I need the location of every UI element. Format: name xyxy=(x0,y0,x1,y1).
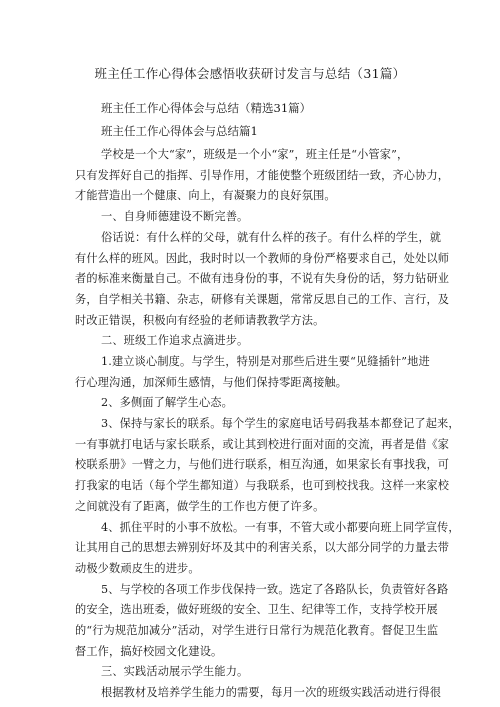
body-line: 校联系册》一臂之力，与他们进行联系，相互沟通，如果家长有事找我，可 xyxy=(75,458,450,472)
body-line: 的“行为规范加减分”活动，对学生进行日常行为规范化教育。督促卫生监 xyxy=(75,623,439,637)
body-line: 让其用自己的思想去辨别好坏及其中的利害关系，以大部分同学的力量去带 xyxy=(75,541,450,555)
body-line: 俗话说：有什么样的父母，就有什么样的孩子。有什么样的学生，就 xyxy=(101,230,442,244)
body-line: 务，自学相关书籍、杂志，研修有关课题，常常反思自己的工作、言行，及 xyxy=(75,292,450,306)
document-subtitle: 班主任工作心得体会与总结（精选31篇） xyxy=(101,101,312,115)
body-line: 之间就没有了距离，做学生的工作也方便了许多。 xyxy=(75,499,325,513)
section-heading: 二、班级工作追求点滴进步。 xyxy=(101,334,249,348)
body-line: 学校是一个大“家”，班级是一个小“家”，班主任是“小管家”， xyxy=(101,148,409,161)
body-line: 动极少数顽皮生的进步。 xyxy=(75,561,200,575)
body-line: 4、抓住平时的小事不放松。一有事，不管大或小都要向班上同学宣传， xyxy=(101,520,460,534)
body-line: 时改正错误，积极向有经验的老师请教教学方法。 xyxy=(75,313,325,327)
section-title: 班主任工作心得体会与总结篇1 xyxy=(101,124,258,138)
body-line: 一有事就打电话与家长联系，或让其到校进行面对面的交流，再者是借《家 xyxy=(75,437,450,451)
body-line: 打我家的电话（每个学生都知道）与我联系，也可到校找我。这样一来家校 xyxy=(75,479,450,493)
section-heading: 三、实践活动展示学生能力。 xyxy=(101,665,249,679)
body-line: 的安全，选出班委，做好班级的安全、卫生、纪律等工作，支持学校开展 xyxy=(75,603,438,617)
body-line: 5、与学校的各项工作步伐保持一致。选定了各路队长，负责管好各路 xyxy=(101,582,449,596)
body-line: 2、多侧面了解学生心态。 xyxy=(101,396,233,410)
body-line: 1.建立谈心制度。与学生，特别是对那些后进生要“见缝插针”地进 xyxy=(101,354,430,368)
body-line: 督工作，搞好校园文化建设。 xyxy=(75,644,223,658)
document-title: 班主任工作心得体会感悟收获研讨发言与总结（31篇） xyxy=(94,66,406,81)
body-line: 3、保持与家长的联系。每个学生的家庭电话号码我基本都登记了起来， xyxy=(101,417,460,430)
body-line: 有什么样的班风。因此，我时时以一个教师的身份严格要求自己，处处以师 xyxy=(75,251,450,265)
body-line: 行心理沟通，加深师生感情，与他们保持零距离接触。 xyxy=(75,375,348,389)
section-heading: 一、自身师德建设不断完善。 xyxy=(101,210,249,224)
body-line: 者的标准来衡量自己。不做有违身份的事，不说有失身份的话，努力钻研业 xyxy=(75,272,450,286)
body-line: 只有发挥好自己的指挥、引导作用，才能使整个班级团结一致，齐心协力， xyxy=(75,168,450,182)
body-line: 根据教材及培养学生能力的需要，每月一次的班级实践活动进行得很 xyxy=(101,686,442,699)
body-line: 才能营造出一个健康、向上，有凝聚力的良好氛围。 xyxy=(75,189,336,203)
